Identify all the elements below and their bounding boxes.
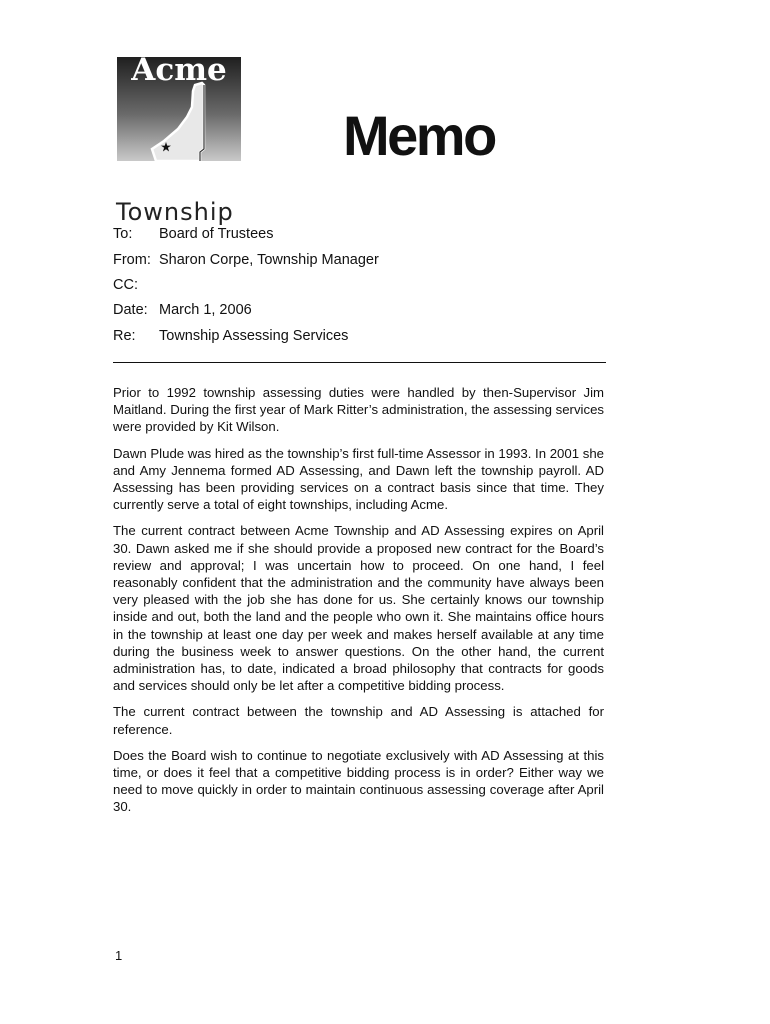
body-paragraph: The current contract between Acme Township and AD Assessing expires on April 30. Dawn asked me if she should provide a proposed new contract for the Board’s review and approval; I was uncertain how to proceed. On one hand, I feel reasonably confident that the administration and the community have always been very pleased with the job she has done for us. She certainly knows our township inside and out, both the land and the people who own it. She maintains office hours in the township at least one day per week and makes herself available at any time during the business week to answer questions. On the other hand, the current administration has, to date, indicated a broad philosophy that contracts for goods and services should only be let after a competitive bidding process. [113,523,604,694]
date-label: Date: [113,302,148,318]
date-value: March 1, 2006 [159,302,252,318]
page-number: 1 [115,948,123,963]
from-value: Sharon Corpe, Township Manager [159,252,379,268]
body-paragraph: The current contract between the township and AD Assessing is attached for reference. [113,704,604,737]
to-value: Board of Trustees [159,226,274,242]
body-paragraph: Does the Board wish to continue to negotiate exclusively with AD Assessing at this time, or does it feel that a competitive bidding process is in order? Either way we need to move quickly in order to maintain continuous assessing coverage after April 30. [113,747,604,815]
cc-label: CC: [113,277,138,293]
logo-acme-text: Acme [131,52,227,88]
from-label: From: [113,252,151,268]
re-label: Re: [113,328,136,344]
to-label: To: [113,226,133,242]
star-icon [161,142,171,152]
re-value: Township Assessing Services [159,328,349,344]
header-divider [113,362,606,363]
page-title: Memo [343,104,495,167]
memo-body [113,384,604,825]
body-paragraph: Prior to 1992 township assessing duties were handled by then-Supervisor Jim Maitland. During the first year of Mark Ritter’s administration, the assessing services were provided by Kit Wilson. [113,385,604,435]
logo-township-text: Township [116,198,234,226]
acme-township-logo [116,52,242,226]
body-paragraph: Dawn Plude was hired as the township’s first full-time Assessor in 1993. In 2001 she and Amy Jennema formed AD Assessing, and Dawn left the township payroll. AD Assessing has been providing services on a contract basis since that time. They currently serve a total of eight townships, including Acme. [113,445,604,513]
